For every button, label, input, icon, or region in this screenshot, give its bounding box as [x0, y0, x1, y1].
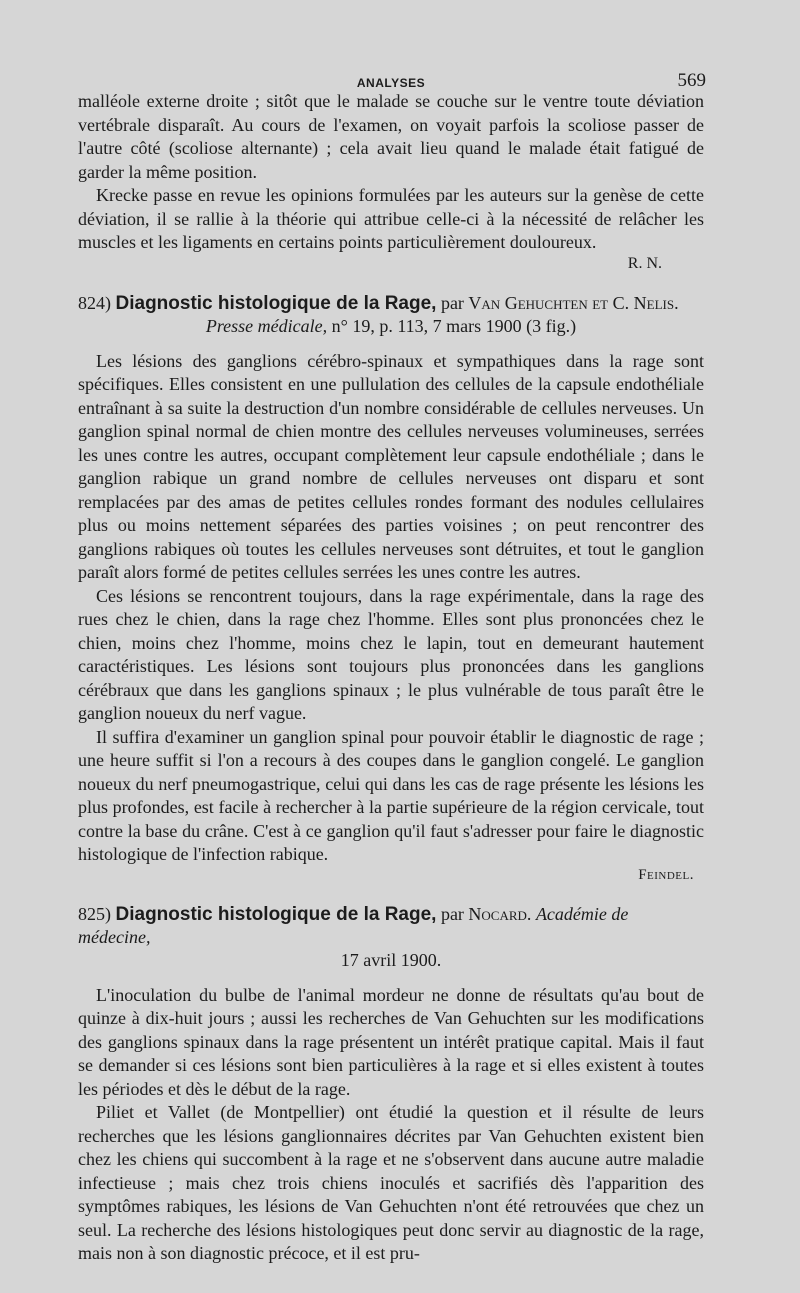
article-824-number: 824) — [78, 292, 111, 313]
intro-signature: R. N. — [627, 254, 662, 272]
article-825-number: 825) — [78, 903, 111, 924]
article-824-authors: Van Gehuchten et C. Nelis. — [468, 292, 679, 313]
article-824-by: par — [440, 292, 464, 313]
article-824-heading — [78, 292, 704, 338]
intro-paragraph-1: malléole externe droite ; sitôt que le malade se couche sur le ventre toute déviation vertébrale disparaît. Au cours de l'examen, on voyait parfois la scoliose passer de l'autre côté (scoliose alternante) ; cela avait lieu quand le malade était fatigué de garder la même position. — [78, 91, 704, 182]
intro-paragraph-2: Krecke passe en revue les opinions formulées par les auteurs sur la genèse de cette déviation, il se rallie à la théorie qui attribue celle-ci à la nécessité de relâcher les muscles et les ligaments en certains points particulièrement douloureux. — [78, 185, 704, 252]
article-825-paragraph-1: L'inoculation du bulbe de l'animal mordeur ne donne de résultats qu'au bout de quinze à dix-huit jours ; aussi les recherches de Van Gehuchten sur les modifications des ganglions spinaux dans la rage présentent un intérêt pratique capital. Mais il faut se demander si ces lésions sont bien particulières à la rage et si elles existent à toutes les périodes et dès le début de la rage. — [78, 984, 704, 1099]
running-head — [78, 60, 704, 90]
article-825-heading — [78, 903, 704, 972]
article-824-paragraph-3: Il suffira d'examiner un ganglion spinal pour pouvoir établir le diagnostic de rage ; une heure suffit si l'on a recours à des coupes dans le ganglion congelé. Le ganglion noueux du nerf pneumogastrique, celui qui dans les cas de rage présente les lésions les plus profondes, est facile à rechercher à la partie supérieure de la région cervicale, tout contre la base du crâne. C'est à ce ganglion qu'il faut s'adresser pour faire le diagnostic histologique de l'infection rabique. — [78, 726, 704, 864]
article-824-paragraph-2: Ces lésions se rencontrent toujours, dans la rage expérimentale, dans la rage des rues chez le chien, dans la rage chez l'homme. Elles sont plus prononcées chez le chien, moins chez l'homme, moins chez le lapin, tout en demeurant hautement caractéristiques. Les lésions sont toujours plus prononcées dans les ganglions cérébraux que dans les ganglions spinaux ; le plus vulnérable de tous paraît être le ganglion noueux du nerf vague. — [78, 585, 704, 723]
article-825-paragraph-2: Piliet et Vallet (de Montpellier) ont étudié la question et il résulte de leurs recherches que les lésions ganglionnaires décrites par Van Gehuchten existent bien chez les chiens qui succombent à la rage et ne s'observent dans aucune autre maladie infectieuse ; mais chez trois chiens inoculés et sacrifiés dès l'apparition des symptômes rabiques, les lésions de Van Gehuchten n'ont été retrouvées que chez un seul. La recherche des lésions histologiques peut donc servir au diagnostic de la rage, mais non à son diagnostic précoce, et il est pru- — [78, 1102, 704, 1263]
article-824-title: Diagnostic histologique de la Rage, — [115, 292, 437, 314]
article-825-title: Diagnostic histologique de la Rage, — [115, 903, 437, 925]
article-825-source-details: 17 avril 1900. — [340, 949, 442, 970]
article-825-by: par — [440, 903, 464, 924]
running-title: ANALYSES — [356, 76, 426, 90]
article-824-signature: Feindel. — [638, 866, 694, 883]
article-825-author: Nocard. — [468, 903, 532, 924]
article-824-source-details: n° 19, p. 113, 7 mars 1900 (3 fig.) — [331, 315, 577, 336]
article-825-journal: Académie de médecine, — [78, 903, 629, 947]
page-number: 569 — [677, 70, 706, 91]
article-824-paragraph-1: Les lésions des ganglions cérébro-spinaux et sympathiques dans la rage sont spécifiques. Elles consistent en une pullulation des cellules de la capsule endothéliale entraînant à sa suite la destruction d'un nombre considérable de cellules nerveuses. Un ganglion spinal normal de chien montre des cellules nerveuses volumineuses, serrées les unes contre les autres, occupant complètement leur capsule endothéliale ; dans le ganglion rabique un grand nombre de cellules nerveuses ont disparu et sont remplacées par des amas de petites cellules rondes formant des nodules cellulaires plus ou moins nettement séparées des parties voisines ; on peut rencontrer des ganglions rabiques où toutes les cellules nerveuses sont détruites, et tout le ganglion paraît alors formé de petites cellules serrées les unes contre les autres. — [78, 350, 704, 582]
article-824-journal: Presse médicale, — [205, 315, 328, 336]
